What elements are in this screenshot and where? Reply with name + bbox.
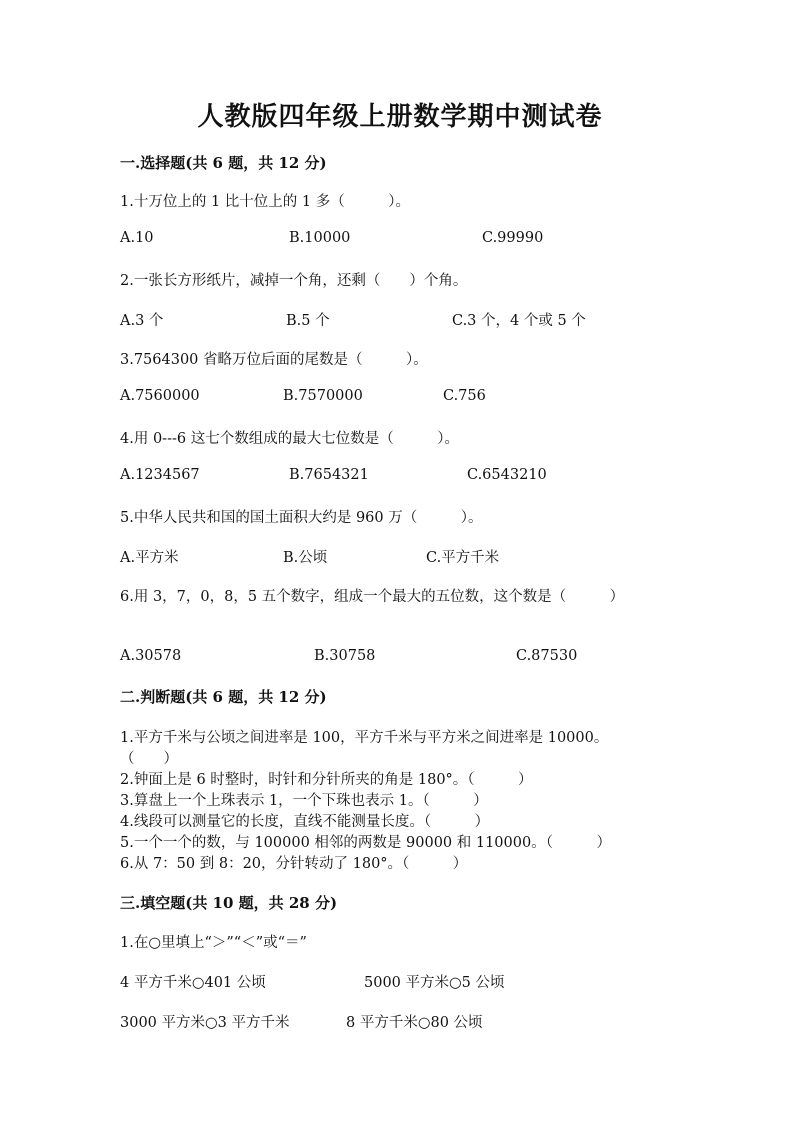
option: C.平方千米 — [426, 550, 500, 566]
section-heading-judgement: 二.判断题(共 6 题，共 12 分) — [120, 688, 327, 706]
option: C.3 个，4 个或 5 个 — [452, 313, 586, 329]
judgement-item: 4.线段可以测量它的长度，直线不能测量长度。（ ） — [120, 814, 490, 830]
fill-item: 3000 平方米○3 平方千米 — [120, 1015, 290, 1031]
option: B.公顷 — [283, 550, 328, 566]
section-heading-choice: 一.选择题(共 6 题，共 12 分) — [120, 154, 327, 172]
question-stem: 3.7564300 省略万位后面的尾数是（ ）。 — [120, 352, 428, 368]
option: B.5 个 — [286, 313, 330, 329]
option: C.756 — [443, 388, 486, 404]
judgement-item: 5.一个一个的数，与 100000 相邻的两数是 90000 和 110000。（ ） — [120, 835, 611, 851]
question-stem: 2.一张长方形纸片，减掉一个角，还剩（ ）个角。 — [120, 273, 468, 289]
judgement-item: 6.从 7：50 到 8：20，分针转动了 180°。（ ） — [120, 856, 468, 872]
option: C.6543210 — [467, 467, 547, 483]
option: A.3 个 — [120, 313, 164, 329]
question-stem: 1.在○里填上“＞”“＜”或“＝” — [120, 935, 307, 951]
option: A.30578 — [120, 648, 182, 664]
option: A.平方米 — [120, 550, 179, 566]
question-stem: 5.中华人民共和国的国土面积大约是 960 万（ ）。 — [120, 510, 483, 526]
judgement-item: 1.平方千米与公顷之间进率是 100，平方千米与平方米之间进率是 10000。 — [120, 730, 609, 746]
option: B.7570000 — [283, 388, 363, 404]
question-stem: 6.用 3，7，0，8，5 五个数字，组成一个最大的五位数，这个数是（ ） — [120, 589, 625, 605]
section-heading-fill: 三.填空题(共 10 题，共 28 分) — [120, 894, 338, 912]
fill-item: 8 平方千米○80 公顷 — [346, 1015, 483, 1031]
judgement-item: 2.钟面上是 6 时整时，时针和分针所夹的角是 180°。（ ） — [120, 772, 533, 788]
option: B.7654321 — [289, 467, 369, 483]
option: C.99990 — [482, 230, 544, 246]
fill-item: 5000 平方米○5 公顷 — [364, 975, 505, 991]
fill-item: 4 平方千米○401 公顷 — [120, 975, 266, 991]
option: B.30758 — [314, 648, 376, 664]
option: A.10 — [120, 230, 154, 246]
option: C.87530 — [516, 648, 578, 664]
judgement-item: 3.算盘上一个上珠表示 1，一个下珠也表示 1。（ ） — [120, 793, 488, 809]
option: A.1234567 — [120, 467, 200, 483]
page-title: 人教版四年级上册数学期中测试卷 — [197, 102, 603, 132]
option: B.10000 — [289, 230, 351, 246]
judgement-item: （ ） — [120, 751, 178, 767]
question-stem: 1.十万位上的 1 比十位上的 1 多（ ）。 — [120, 194, 410, 210]
option: A.7560000 — [120, 388, 200, 404]
question-stem: 4.用 0---6 这七个数组成的最大七位数是（ ）。 — [120, 431, 459, 447]
